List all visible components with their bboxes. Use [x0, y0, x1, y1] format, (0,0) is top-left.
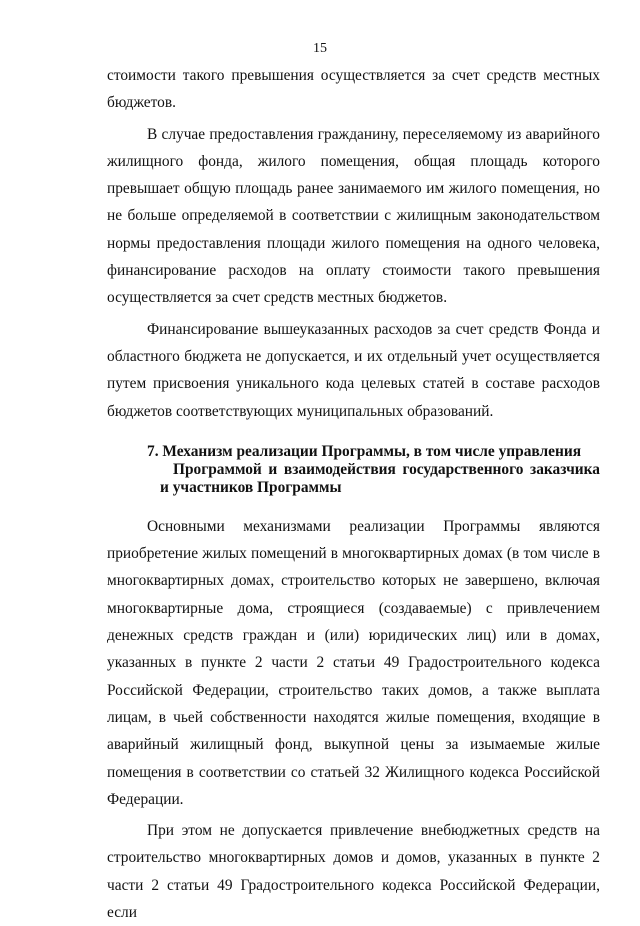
section-heading-line-3: и участников Программы	[160, 478, 342, 496]
paragraph-extrabudgetary: При этом не допускается привлечение внебюджетных средств на строительство многоквартирных домов и домов, указанных в пункте 2 части 2 статьи 49 Градостроительного кодекса Российской Федерации, если	[107, 822, 600, 922]
paragraph-excess-area: В случае предоставления гражданину, переселяемому из аварийного жилищного фонда, жилого помещения, общая площадь которого превышает общую площадь ранее занимаемого им жилого помещения, но не больше определяемой в соответствии с жилищным законодательством нормы предоставления площади жилого помещения на одного человека, финансирование расходов на оплату стоимости такого превышения осуществляется за счет средств местных бюджетов.	[107, 125, 600, 307]
paragraph-continuation: стоимости такого превышения осуществляется за счет средств местных бюджетов.	[107, 67, 600, 112]
section-heading-line-2: Программой и взаимодействия государственного заказчика	[173, 460, 600, 478]
paragraph-mechanisms: Основными механизмами реализации Программы являются приобретение жилых помещений в многоквартирных домах (в том числе в многоквартирных домах, строительство которых не завершено, включая многоквартирные дома, строящиеся (создаваемые) с привлечением денежных средств граждан и (или) юридических лиц) или в домах, указанных в пункте 2 части 2 статьи 49 Градостроительного кодекса Российской Федерации, строительство таких домов, а также выплата лицам, в чьей собственности находятся жилые помещения, входящие в аварийный жилищный фонд, выкупной цены за изымаемые жилые помещения в соответствии со статьей 32 Жилищного кодекса Российской Федерации.	[107, 517, 600, 808]
paragraph-financing: Финансирование вышеуказанных расходов за счет средств Фонда и областного бюджета не допускается, и их отдельный учет осуществляется путем присвоения уникального кода целевых статей в составе расходов бюджетов соответствующих муниципальных образований.	[107, 320, 600, 420]
page-number: 15	[313, 41, 327, 56]
section-heading	[107, 443, 600, 497]
section-heading-line-1: 7. Механизм реализации Программы, в том числе управления	[147, 442, 582, 460]
document-body	[107, 62, 600, 926]
